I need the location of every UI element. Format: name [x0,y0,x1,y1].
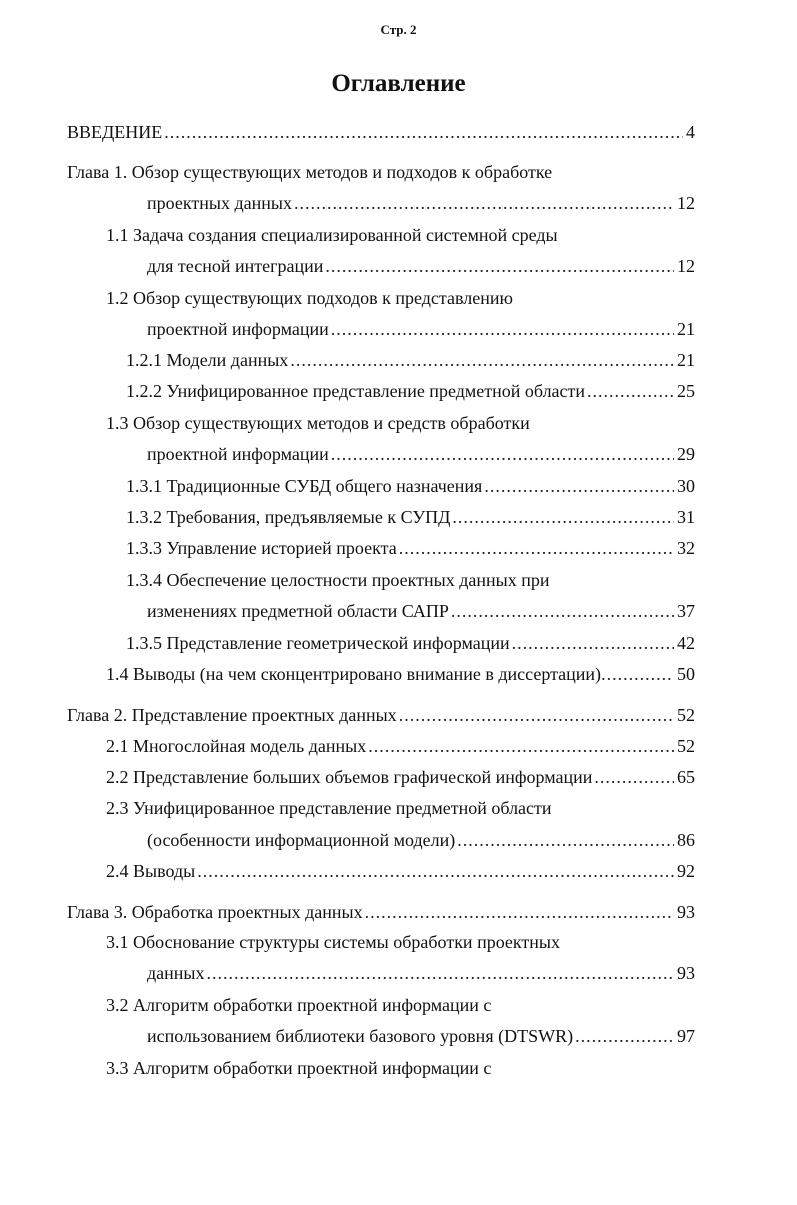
dot-leader [164,120,683,144]
toc-entry-text: 1.2.2 Унифицированное представление предметной области [126,381,586,401]
toc-title: Оглавление [331,70,466,97]
toc-entry-text: ВВЕДЕНИЕ [67,122,163,142]
toc-page-number: 92 [677,861,695,881]
toc-entry-section-2-4[interactable] [106,859,695,883]
toc-entry-section-3-2[interactable] [147,1024,695,1048]
toc-section-1-3-title[interactable]: 1.3 Обзор существующих методов и средств обработки [106,413,530,433]
toc-entry-section-1-2-2[interactable] [126,379,695,403]
toc-entry-text: данных [147,963,205,983]
page-header: Стр. 2 [380,22,417,37]
toc-page-number: 31 [677,507,695,527]
toc-page-number: 32 [677,538,695,558]
dot-leader [587,379,674,403]
toc-section-1-2-title[interactable]: 1.2 Обзор существующих подходов к представлению [106,288,513,308]
toc-section-1-3-4-title[interactable]: 1.3.4 Обеспечение целостности проектных данных при [126,570,550,590]
toc-page-number: 12 [677,193,695,213]
toc-entry-section-2-1[interactable] [106,734,695,758]
dot-leader [457,828,674,852]
dot-leader [325,254,674,278]
toc-entry-text: для тесной интеграции [147,256,324,276]
toc-entry-section-2-3[interactable] [147,828,695,852]
toc-entry-text: 2.4 Выводы [106,861,196,881]
toc-page-number: 52 [677,705,695,725]
toc-page-number: 97 [677,1026,695,1046]
toc-page-number: 21 [677,350,695,370]
toc-page-number: 37 [677,601,695,621]
toc-entry-section-1-3-2[interactable] [126,505,695,529]
dot-leader [294,191,674,215]
toc-entry-section-3-1[interactable] [147,961,695,985]
toc-page-number: 12 [677,256,695,276]
toc-page-number: 52 [677,736,695,756]
toc-section-1-1-title[interactable]: 1.1 Задача создания специализированной системной среды [106,225,558,245]
toc-page-number: 21 [677,319,695,339]
toc-entry-chapter-1[interactable] [147,191,695,215]
dot-leader [399,703,674,727]
toc-chapter-1-title[interactable]: Глава 1. Обзор существующих методов и подходов к обработке [67,162,553,182]
toc-entry-section-1-4[interactable] [106,662,695,686]
toc-section-3-1-title[interactable]: 3.1 Обоснование структуры системы обработки проектных [106,932,561,952]
toc-page-number: 4 [686,122,695,142]
toc-section-3-3-title[interactable]: 3.3 Алгоритм обработки проектной информации с [106,1058,492,1078]
toc-page-number: 50 [677,664,695,684]
toc-entry-text: проектной информации [147,319,329,339]
toc-entry-text: 1.3.2 Требования, предъявляемые к СУПД [126,507,451,527]
toc-section-3-2-title[interactable]: 3.2 Алгоритм обработки проектной информации с [106,995,492,1015]
toc-entry-section-1-1[interactable] [147,254,695,278]
toc-entry-section-1-2[interactable] [147,317,695,341]
dot-leader [331,317,674,341]
toc-entry-text: проектной информации [147,444,329,464]
toc-page-number: 25 [677,381,695,401]
toc-entry-section-1-3-4[interactable] [147,599,695,623]
dot-leader [594,765,674,789]
toc-entry-text: Глава 3. Обработка проектных данных [67,902,363,922]
toc-entry-text: использованием библиотеки базового уровня (DTSWR) [147,1026,574,1046]
toc-entry-section-1-2-1[interactable] [126,348,695,372]
dot-leader [365,900,674,924]
toc-page-number: 93 [677,963,695,983]
toc-entry-text: проектных данных [147,193,292,213]
dot-leader [399,536,674,560]
dot-leader [512,631,674,655]
toc-entry-text: 1.2.1 Модели данных [126,350,289,370]
dot-leader [601,662,673,686]
toc-entry-intro[interactable] [67,120,695,144]
toc-entry-chapter-2[interactable] [67,703,695,727]
toc-entry-text: 1.4 Выводы (на чем сконцентрировано внимание в диссертации) [106,664,602,684]
toc-entry-text: 2.2 Представление больших объемов графической информации [106,767,593,787]
toc-page-number: 65 [677,767,695,787]
toc-page-number: 30 [677,476,695,496]
dot-leader [368,734,674,758]
dot-leader [451,599,674,623]
toc-page-number: 42 [677,633,695,653]
toc-entry-text: 1.3.1 Традиционные СУБД общего назначения [126,476,483,496]
toc-page-number: 93 [677,902,695,922]
dot-leader [290,348,674,372]
toc-entry-section-2-2[interactable] [106,765,695,789]
toc-section-2-3-title[interactable]: 2.3 Унифицированное представление предметной области [106,798,552,818]
toc-entry-text: Глава 2. Представление проектных данных [67,705,397,725]
dot-leader [484,474,674,498]
toc-entry-text: (особенности информационной модели) [147,830,456,850]
dot-leader [452,505,674,529]
toc-entry-text: 1.3.5 Представление геометрической информации [126,633,510,653]
toc-entry-section-1-3-3[interactable] [126,536,695,560]
toc-entry-text: изменениях предметной области САПР [147,601,449,621]
dot-leader [575,1024,674,1048]
toc-entry-text: 1.3.3 Управление историей проекта [126,538,397,558]
dot-leader [331,442,674,466]
toc-entry-section-1-3-1[interactable] [126,474,695,498]
dot-leader [207,961,674,985]
toc-entry-text: 2.1 Многослойная модель данных [106,736,367,756]
toc-entry-section-1-3-5[interactable] [126,631,695,655]
toc-page-number: 29 [677,444,695,464]
dot-leader [197,859,674,883]
toc-entry-section-1-3[interactable] [147,442,695,466]
toc-entry-chapter-3[interactable] [67,900,695,924]
toc-page-number: 86 [677,830,695,850]
